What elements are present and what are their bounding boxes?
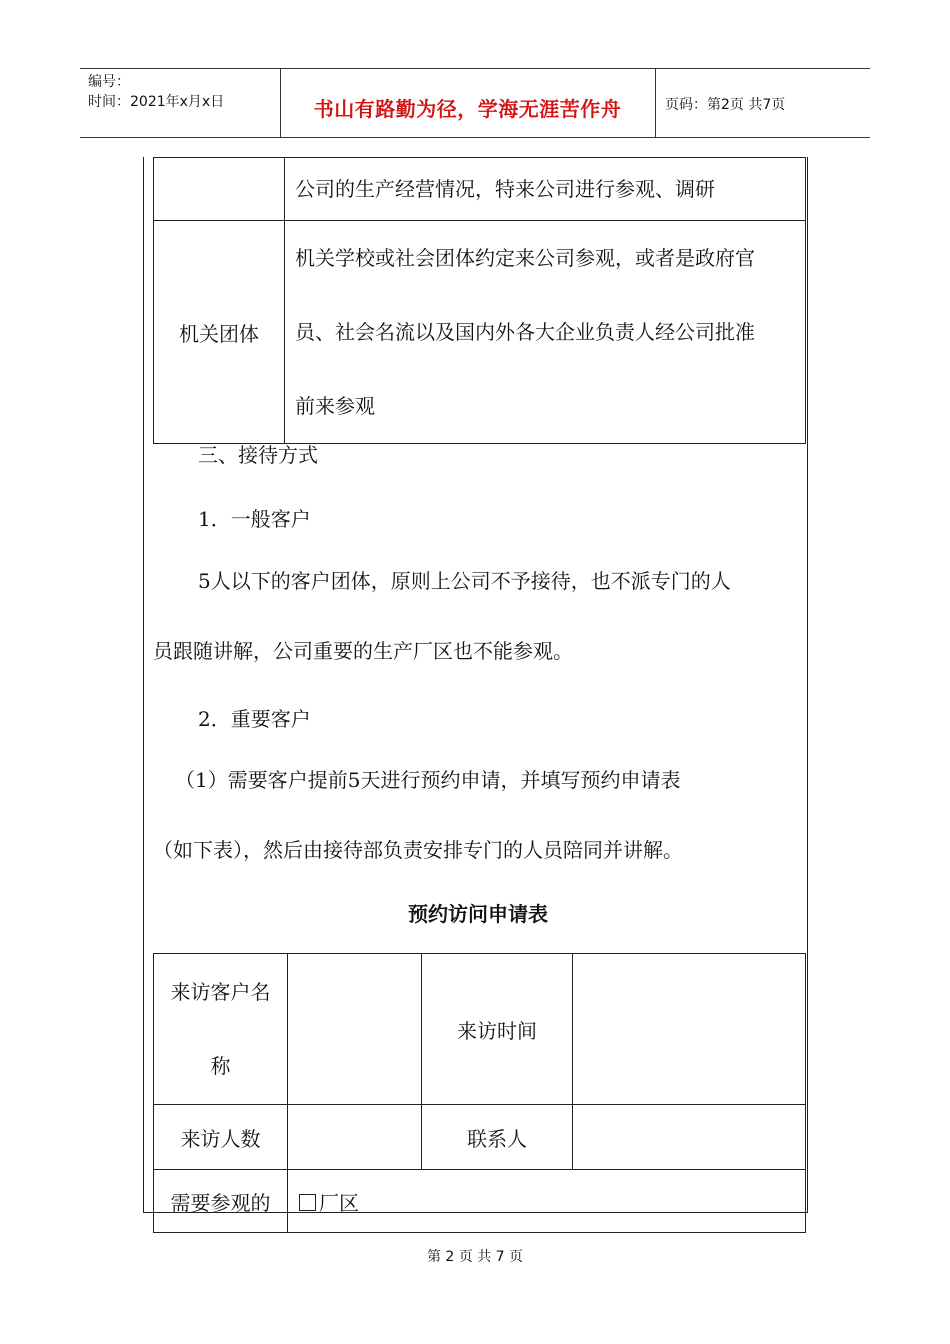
table-row bbox=[154, 158, 806, 221]
table-row bbox=[154, 954, 806, 1105]
paragraph-line: 5人以下的客户团体，原则上公司不予接待，也不派专门的人 bbox=[198, 569, 731, 593]
appointment-form-table bbox=[153, 953, 806, 1233]
paragraph-line: （1）需要客户提前5天进行预约申请，并填写预约申请表 bbox=[175, 768, 681, 792]
visitor-type-cell bbox=[154, 158, 285, 221]
client-name-label bbox=[154, 954, 288, 1105]
area-option-label: 厂区 bbox=[319, 1190, 359, 1215]
visit-time-field[interactable] bbox=[573, 954, 806, 1105]
table-row bbox=[154, 1105, 806, 1170]
label-line: 称 bbox=[210, 1054, 231, 1078]
paragraph bbox=[153, 745, 803, 885]
header-meta bbox=[88, 72, 224, 112]
form-title: 预约访问申请表 bbox=[408, 902, 548, 926]
visitor-description-cell bbox=[285, 221, 806, 444]
paragraph bbox=[153, 546, 803, 686]
description-line: 员、社会名流以及国内外各大企业负责人经公司批准 bbox=[295, 320, 755, 344]
description-line: 前来参观 bbox=[295, 394, 375, 418]
header-divider bbox=[655, 69, 656, 137]
number-label: 编号： bbox=[88, 74, 130, 90]
areas-label: 需要参观的 bbox=[154, 1170, 288, 1233]
header-page-info: 页码：第2页 共7页 bbox=[665, 97, 786, 113]
visit-time-label: 来访时间 bbox=[422, 954, 573, 1105]
visitor-type-cell: 机关团体 bbox=[154, 221, 285, 444]
paragraph-line: 员跟随讲解，公司重要的生产厂区也不能参观。 bbox=[153, 639, 573, 663]
item-title: 2．重要客户 bbox=[198, 707, 311, 731]
table-row bbox=[154, 1170, 806, 1233]
label-line: 来访客户名 bbox=[170, 980, 271, 1004]
areas-options bbox=[288, 1170, 806, 1233]
visitor-count-label: 来访人数 bbox=[154, 1105, 288, 1170]
page-footer: 第 2 页 共 7 页 bbox=[426, 1249, 524, 1265]
table-row bbox=[154, 221, 806, 444]
visitor-count-field[interactable] bbox=[288, 1105, 422, 1170]
time-label: 时间：2021年x月x日 bbox=[88, 94, 225, 110]
item-title: 1．一般客户 bbox=[198, 507, 311, 531]
page-header bbox=[80, 68, 870, 138]
area-checkbox[interactable] bbox=[299, 1194, 316, 1211]
section-heading: 三、接待方式 bbox=[198, 443, 318, 467]
description-line: 机关学校或社会团体约定来公司参观，或者是政府官 bbox=[295, 246, 755, 270]
contact-label: 联系人 bbox=[422, 1105, 573, 1170]
client-name-field[interactable] bbox=[288, 954, 422, 1105]
visitor-description-cell: 公司的生产经营情况，特来公司进行参观、调研 bbox=[285, 158, 806, 221]
paragraph-line: （如下表），然后由接待部负责安排专门的人员陪同并讲解。 bbox=[153, 838, 683, 862]
contact-field[interactable] bbox=[573, 1105, 806, 1170]
visitor-type-table bbox=[153, 157, 806, 444]
header-motto: 书山有路勤为径，学海无涯苦作舟 bbox=[313, 97, 622, 121]
